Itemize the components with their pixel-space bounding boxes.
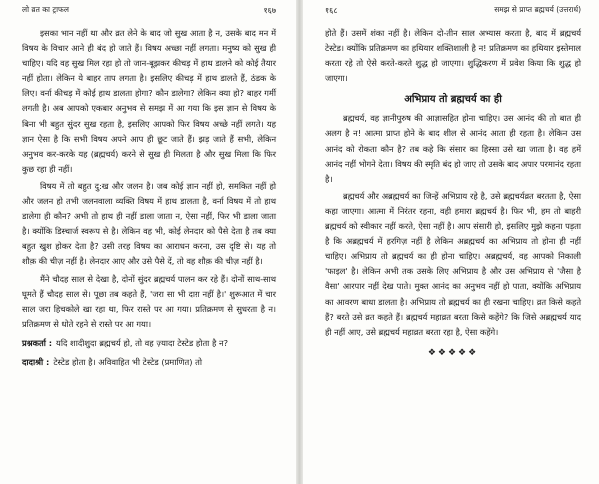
left-paragraph-3: मैंने चौदह साल से देखा है, दोनों सुंदर ब्रह्मचर्य पालन कर रहे हैं। दोनों साथ-साथ घूमते हैं चौदह साल से। पूछा तब कहते हैं, 'जरा सा भी दाग़ नहीं है।' शुरूआत में चार साल जरा हिचकोले खा रहा था, फिर रास्ते पर आ गया। प्रतिक्रमण से सुधरता है न। प्रतिक्रमण से धोते रहने से रास्ते पर आ गया।: [22, 273, 276, 329]
answer-text: टेस्टेड होता है। अविवाहित भी टेस्टेड (प्रमाणित) तो: [53, 356, 203, 367]
right-paragraph-2: ब्रह्मचर्य और अब्रह्मचर्य का जिन्हें अभिप्राय रहे है, उसे ब्रह्मचर्यव्रत बरतता है, ऐसा कहा जाएगा। आत्मा में निरंतर रहना, वही हमारा ब्रह्मचर्य है। फिर भी, हम तो बाहरी ब्रह्मचर्य को स्वीकार नहीं करते, ऐसा नहीं है। आप संसारी हो, इसलिए मुझे कहना पड़ता है कि अब्रह्मचर्य में हरगिज़ नहीं है लेकिन अब्रह्मचर्य का अभिप्राय तो होना ही नहीं चाहिए। अभिप्राय तो ब्रह्मचर्य का ही होना चाहिए। अब्रह्मचर्य, वह आपको निकाली 'फाइल' है। लेकिन अभी तक उसके लिए अभिप्राय है और उस अभिप्राय से 'जैसा है वैसा' आरपार नहीं देख पाते। मुक्त आनंद का अनुभव नहीं हो पाता, क्योंकि अभिप्राय का आवरण बाधा डालता है। अभिप्राय तो ब्रह्मचर्य का ही रखना चाहिए। व्रत किसे कहते हैं? बरते उसे व्रत कहते हैं। ब्रह्मचर्य महाव्रत बरता किसे कहेंगे? कि जिसे अब्रह्मचर्य याद ही नहीं आए, उसे ब्रह्मचर्य महाव्रत बरता रहा है, ऐसा कहेंगे।: [325, 190, 581, 337]
right-paragraph-1: ब्रह्मचर्य, वह ज्ञानीपुरुष की आज्ञासहित होना चाहिए। उस आनंद की तो बात ही अलग है न! आत्मा प्राप्त होने के बाद शील से आनंद आता ही रहता है। लेकिन उस आनंद को रोकता कौन है? तब कहे कि संसार का हिस्सा उसे खा जाता है। वह हमें आनंद नहीं भोगने देता। विषय की स्मृति बंद हो जाए तो उसके बाद अपार परमानंद रहता है।: [325, 113, 581, 184]
left-page-number: १६७: [263, 5, 276, 15]
left-page: [0, 0, 296, 484]
questioner-label: प्रश्नकर्ता :: [22, 337, 53, 348]
book-gutter: [296, 0, 303, 484]
section-heading: अभिप्राय तो ब्रह्मचर्य का ही: [404, 94, 502, 106]
question-text: यदि शादीशुदा ब्रह्मचर्य हो, तो वह ज़्यादा टेस्टेड होता है न?: [56, 337, 229, 348]
right-page: [303, 0, 599, 484]
right-opening-paragraph: होते हैं। उसमें शंका नहीं है। लेकिन दो-तीन साल अभ्यास करता है, बाद में ब्रह्मचर्य टेस्टेड। क्योंकि प्रतिक्रमण का हथियार शक्तिशाली है न! प्रतिक्रमण का हथियार इस्तेमाल करता रहे तो ऐसे करते-करते शुद्ध हो जाएगा। शुद्धिकरण में प्रवेश किया कि शुद्ध हो जाएगा।: [325, 28, 581, 84]
right-page-number: १६८: [325, 5, 338, 15]
qa-question: [22, 336, 276, 351]
right-running-title: समझ से प्राप्त ब्रह्मचर्य (उत्तरार्ध): [494, 5, 581, 14]
right-running-head: [325, 4, 581, 16]
qa-answer: [22, 355, 276, 370]
left-paragraph-1: इसका भान नहीं था और व्रत लेने के बाद जो सुख आता है न, उसके बाद मन में विषय के विचार आने ही बंद हो जाते हैं। विषय अच्छा नहीं लगता। मनुष्य को सुख ही चाहिए। यदि वह सुख मिल रहा हो तो जान-बूझकर कीचड़ में हाथ डालने को कोई तैयार नहीं होता। लेकिन ये बाहर ताप लगता है। इसलिए कीचड़ में हाथ डालते हैं, ठंडक के लिए। वर्ना कीचड़ में कोई हाथ डालता होगा? कौन डालेगा? लेकिन क्या हो? बाहर गर्मी लगती है। अब आपको एकबार अनुभव से समझ में आ गया कि इस ज्ञान से विषय के बिना भी बहुत सुंदर सुख रहता है, इसलिए आपको फिर विषय अच्छे नहीं लगते। यह ज्ञान ऐसा है कि सभी विषय अपने आप ही छूट जाते हैं। झड़ जाते हैं सभी, लेकिन अनुभव कर-करके यह (ब्रह्मचर्य) करने से सुख ही मिलता है और सुख मिला कि फिर कुछ रहा ही नहीं।: [22, 28, 276, 174]
dadashri-label: दादाश्री :: [22, 356, 50, 367]
left-running-head: [22, 4, 276, 16]
left-running-title: लो व्रत का ट्राफल: [22, 5, 69, 14]
end-ornament: ❖❖❖❖❖: [427, 347, 479, 358]
left-paragraph-2: विषय में तो बहुत दु:ख और जलन है। जब कोई ज्ञान नहीं हो, समकित नहीं हो और जलन हो तभी जलनवाला व्यक्ति विषय में हाथ डालता है, वर्ना विषय में तो हाथ डालेगा ही कौन? अभी तो हाथ ही नहीं डाला जाता न, ऐसा नहीं, फिर भी डाला जाता है। क्योंकि डिस्चार्ज स्वरूप से है। लेकिन वह भी, कोई लेनदार को पैसे देता है तब क्या बहुत खुश होकर देता है? उसी तरह विषय का आराधन करना, उस दृष्टि से। यह तो शौक़ की चीज़ नहीं है। लेनदार आए और उसे पैसे दें, तो वह शौक़ की चीज़ नहीं है।: [22, 180, 276, 267]
